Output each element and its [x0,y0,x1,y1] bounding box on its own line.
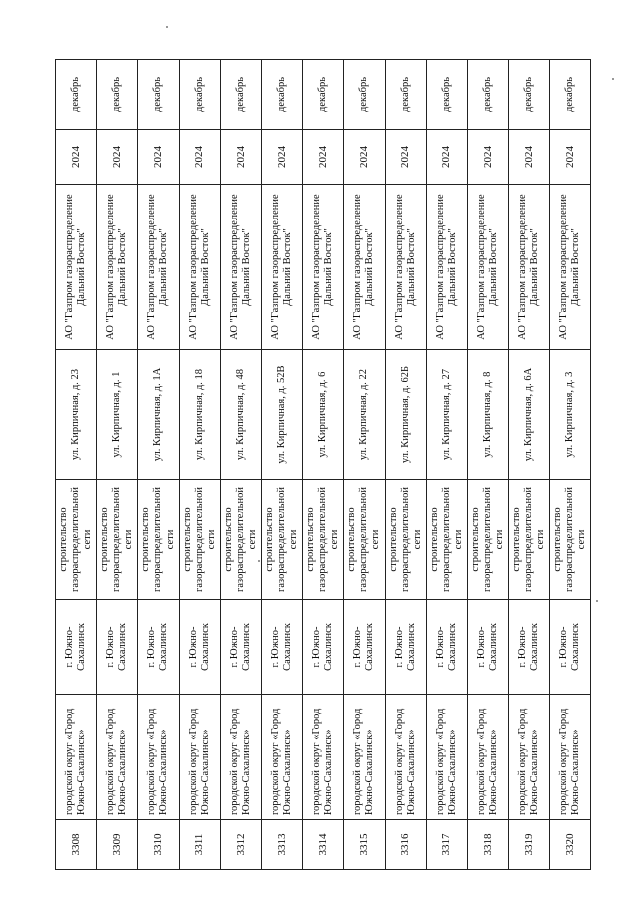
organization-cell: АО "Газпром газораспределение Дальний Восток" [179,185,220,350]
month-cell: декабрь [261,60,302,130]
address-cell: ул. Кирпичная, д. 23 [56,350,97,480]
table-row [261,60,302,870]
organization-cell: АО "Газпром газораспределение Дальний Восток" [550,185,591,350]
settlement-cell: г. Южно-Сахалинск [220,600,261,695]
year-cell: 2024 [56,130,97,185]
municipality-cell: городской округ «Город Южно-Сахалинск» [56,695,97,820]
month-cell: декабрь [509,60,550,130]
month-cell: декабрь [138,60,179,130]
organization-cell: АО "Газпром газораспределение Дальний Восток" [220,185,261,350]
settlement-cell: г. Южно-Сахалинск [303,600,344,695]
year-cell: 2024 [220,130,261,185]
address-cell: ул. Кирпичная, д. 6 [303,350,344,480]
year-cell: 2024 [509,130,550,185]
settlement-cell: г. Южно-Сахалинск [426,600,467,695]
month-cell: декабрь [426,60,467,130]
table-row [385,60,426,870]
year-cell: 2024 [261,130,302,185]
address-cell: ул. Кирпичная, д. 52В [261,350,302,480]
address-cell: ул. Кирпичная, д. 1А [138,350,179,480]
address-cell: ул. Кирпичная, д. 8 [467,350,508,480]
address-cell: ул. Кирпичная, д. 62Б [385,350,426,480]
organization-cell: АО "Газпром газораспределение Дальний Восток" [303,185,344,350]
address-cell: ул. Кирпичная, д. 6А [509,350,550,480]
organization-cell: АО "Газпром газораспределение Дальний Восток" [138,185,179,350]
work-type-cell: строительство газораспределительной сети [344,480,385,600]
work-type-cell: строительство газораспределительной сети [303,480,344,600]
settlement-cell: г. Южно-Сахалинск [467,600,508,695]
year-cell: 2024 [303,130,344,185]
scan-speck [166,26,168,28]
row-number: 3314 [303,820,344,870]
municipality-cell: городской округ «Город Южно-Сахалинск» [385,695,426,820]
organization-cell: АО "Газпром газораспределение Дальний Восток" [467,185,508,350]
settlement-cell: г. Южно-Сахалинск [179,600,220,695]
work-type-cell: строительство газораспределительной сети [426,480,467,600]
organization-cell: АО "Газпром газораспределение Дальний Восток" [56,185,97,350]
municipality-cell: городской округ «Город Южно-Сахалинск» [467,695,508,820]
table-body [56,60,591,870]
organization-cell: АО "Газпром газораспределение Дальний Восток" [344,185,385,350]
work-type-cell: строительство газораспределительной сети [385,480,426,600]
table-row [344,60,385,870]
row-number: 3308 [56,820,97,870]
work-type-cell: строительство газораспределительной сети [467,480,508,600]
settlement-cell: г. Южно-Сахалинск [509,600,550,695]
table-row [220,60,261,870]
address-cell: ул. Кирпичная, д. 27 [426,350,467,480]
settlement-cell: г. Южно-Сахалинск [56,600,97,695]
organization-cell: АО "Газпром газораспределение Дальний Восток" [385,185,426,350]
organization-cell: АО "Газпром газораспределение Дальний Восток" [509,185,550,350]
organization-cell: АО "Газпром газораспределение Дальний Восток" [426,185,467,350]
table-row [179,60,220,870]
row-number: 3318 [467,820,508,870]
work-type-cell: строительство газораспределительной сети [261,480,302,600]
municipality-cell: городской округ «Город Южно-Сахалинск» [550,695,591,820]
table-row [467,60,508,870]
address-cell: ул. Кирпичная, д. 48 [220,350,261,480]
month-cell: декабрь [220,60,261,130]
table-row [426,60,467,870]
municipality-cell: городской округ «Город Южно-Сахалинск» [220,695,261,820]
work-type-cell: строительство газораспределительной сети [97,480,138,600]
address-cell: ул. Кирпичная, д. 18 [179,350,220,480]
organization-cell: АО "Газпром газораспределение Дальний Восток" [97,185,138,350]
municipality-cell: городской округ «Город Южно-Сахалинск» [509,695,550,820]
work-type-cell: строительство газораспределительной сети [220,480,261,600]
work-type-cell: строительство газораспределительной сети [56,480,97,600]
row-number: 3315 [344,820,385,870]
settlement-cell: г. Южно-Сахалинск [261,600,302,695]
month-cell: декабрь [344,60,385,130]
row-number: 3311 [179,820,220,870]
table-row [56,60,97,870]
row-number: 3316 [385,820,426,870]
work-type-cell: строительство газораспределительной сети [138,480,179,600]
scan-speck [258,560,260,562]
year-cell: 2024 [138,130,179,185]
address-cell: ул. Кирпичная, д. 1 [97,350,138,480]
month-cell: декабрь [467,60,508,130]
rotated-page [55,60,588,870]
municipality-cell: городской округ «Город Южно-Сахалинск» [261,695,302,820]
municipality-cell: городской округ «Город Южно-Сахалинск» [97,695,138,820]
month-cell: декабрь [56,60,97,130]
table-row [303,60,344,870]
settlement-cell: г. Южно-Сахалинск [385,600,426,695]
table-row [97,60,138,870]
year-cell: 2024 [385,130,426,185]
municipality-cell: городской округ «Город Южно-Сахалинск» [179,695,220,820]
year-cell: 2024 [344,130,385,185]
row-number: 3320 [550,820,591,870]
table-row [138,60,179,870]
year-cell: 2024 [179,130,220,185]
municipality-cell: городской округ «Город Южно-Сахалинск» [138,695,179,820]
month-cell: декабрь [97,60,138,130]
year-cell: 2024 [550,130,591,185]
organization-cell: АО "Газпром газораспределение Дальний Восток" [261,185,302,350]
month-cell: декабрь [179,60,220,130]
gasification-table [55,59,591,870]
row-number: 3309 [97,820,138,870]
month-cell: декабрь [385,60,426,130]
row-number: 3313 [261,820,302,870]
work-type-cell: строительство газораспределительной сети [509,480,550,600]
settlement-cell: г. Южно-Сахалинск [550,600,591,695]
settlement-cell: г. Южно-Сахалинск [97,600,138,695]
row-number: 3319 [509,820,550,870]
municipality-cell: городской округ «Город Южно-Сахалинск» [426,695,467,820]
year-cell: 2024 [467,130,508,185]
row-number: 3312 [220,820,261,870]
year-cell: 2024 [426,130,467,185]
municipality-cell: городской округ «Город Южно-Сахалинск» [303,695,344,820]
row-number: 3317 [426,820,467,870]
row-number: 3310 [138,820,179,870]
table-row [509,60,550,870]
month-cell: декабрь [303,60,344,130]
work-type-cell: строительство газораспределительной сети [550,480,591,600]
scan-speck [612,78,614,80]
address-cell: ул. Кирпичная, д. 22 [344,350,385,480]
year-cell: 2024 [97,130,138,185]
month-cell: декабрь [550,60,591,130]
scan-speck [596,600,598,602]
municipality-cell: городской округ «Город Южно-Сахалинск» [344,695,385,820]
table-row [550,60,591,870]
settlement-cell: г. Южно-Сахалинск [344,600,385,695]
work-type-cell: строительство газораспределительной сети [179,480,220,600]
address-cell: ул. Кирпичная, д. 3 [550,350,591,480]
settlement-cell: г. Южно-Сахалинск [138,600,179,695]
